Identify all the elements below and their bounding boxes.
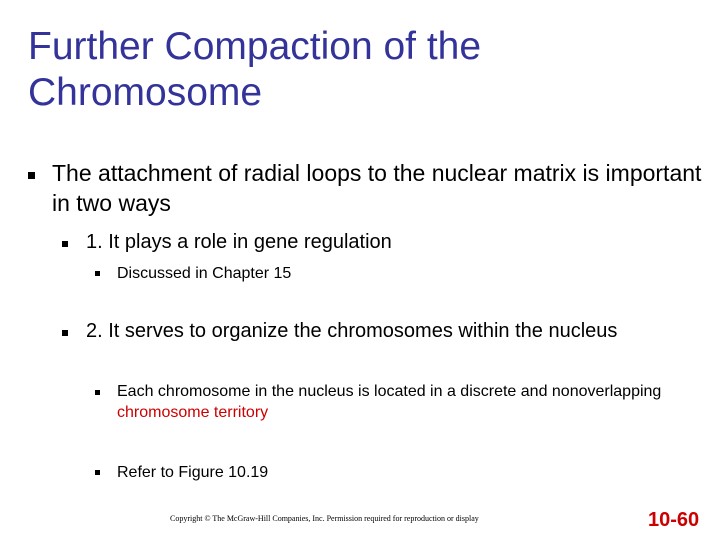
copyright-footer: Copyright © The McGraw-Hill Companies, Inc. Permission required for reproduction or display [170,514,479,523]
bullet-level2-text: 2. It serves to organize the chromosomes within the nucleus [86,320,618,342]
bullet-square-icon [95,470,100,475]
bullet-level3-text: Discussed in Chapter 15 [117,265,292,282]
bullet-square-icon [95,271,100,276]
page-number: 10-60 [648,509,700,531]
bullet-level1-text: The attachment of radial loops to the nuclear matrix is important in two ways [52,160,702,216]
chromosome-territory-highlight: chromosome territory [117,404,269,421]
bullet-square-icon [62,241,68,247]
bullet-level3-text [117,381,677,423]
bullet-square-icon [62,330,68,336]
bullet-square-icon [28,172,35,179]
slide-title: Further Compaction of the Chromosome [28,25,482,114]
bullet-level3-text: Refer to Figure 10.19 [117,464,269,481]
territory-sentence: Each chromosome in the nucleus is located in a discrete and nonoverlapping [117,383,662,400]
bullet-square-icon [95,390,100,395]
bullet-level2-text: 1. It plays a role in gene regulation [86,231,392,253]
